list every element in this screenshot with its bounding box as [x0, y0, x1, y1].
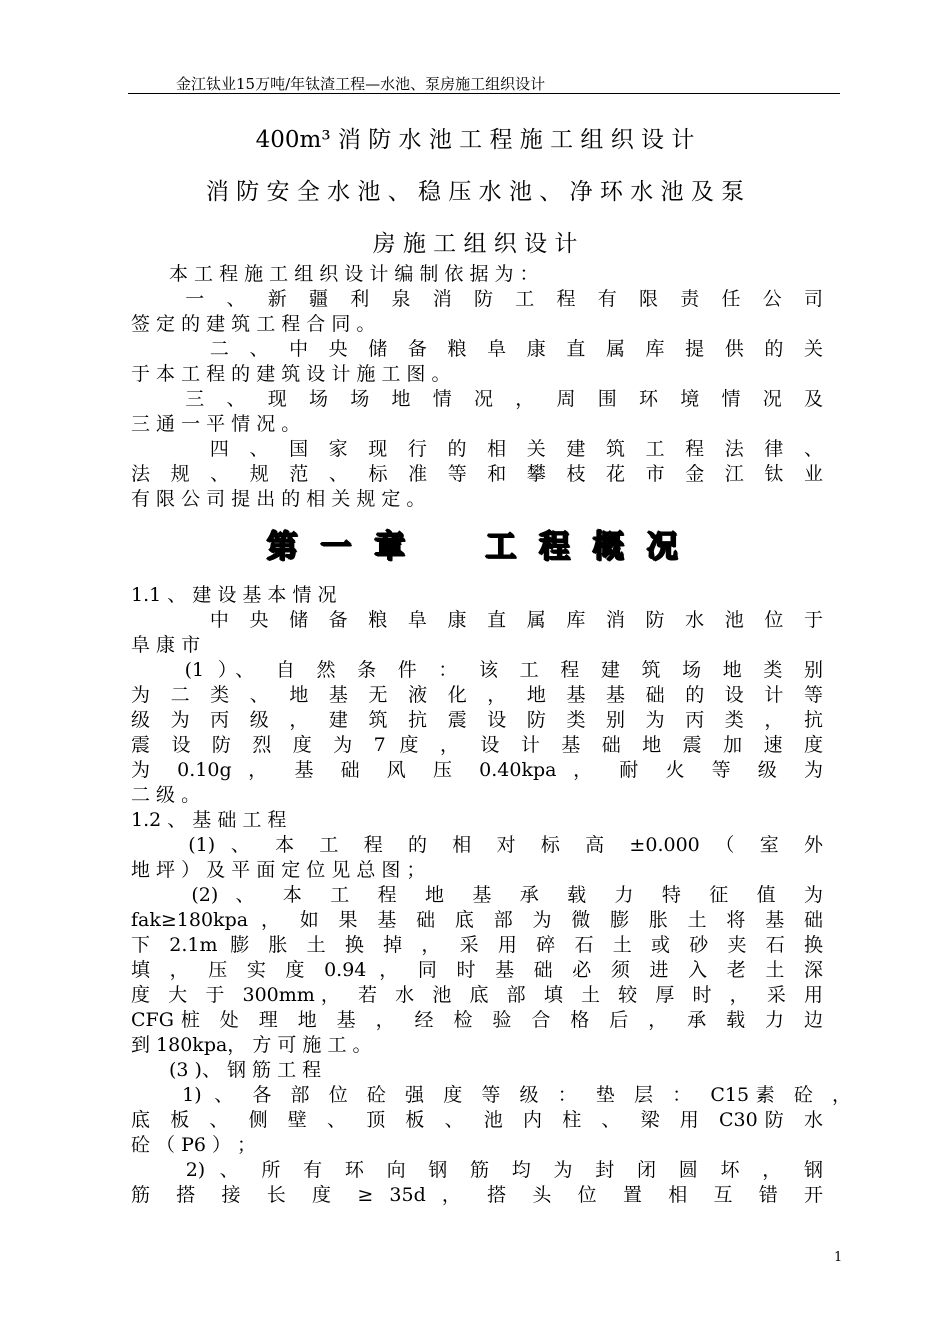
- text-line: 签 定 的 建 筑 工 程 合 同 。: [131, 313, 376, 335]
- text-line: 级 为 丙 级 ， 建 筑 抗 震 设 防 类 别 为 丙 类 ， 抗: [131, 709, 823, 731]
- text-line: 法 规 、 规 范 、 标 准 等 和 攀 枝 花 市 金 江 钛 业: [131, 463, 823, 485]
- text-line: 下 2.1m 膨 胀 土 换 掉 ， 采 用 碎 石 土 或 砂 夹 石 换: [131, 934, 823, 956]
- text-line: 1) 、 各 部 位 砼 强 度 等 级 ： 垫 层 ： C15素 砼 ，: [131, 1084, 851, 1106]
- doc-title-line-2: 消 防 安 全 水 池 、 稳 压 水 池 、 净 环 水 池 及 泵: [205, 179, 745, 205]
- text-line: 二 、 中 央 储 备 粮 阜 康 直 属 库 提 供 的 关: [131, 338, 823, 360]
- text-line: 三 通 一 平 情 况 。: [131, 413, 301, 435]
- text-line: 到 180kpa， 方 可 施 工 。: [131, 1034, 372, 1056]
- text-line: 震 设 防 烈 度 为 7 度 ， 设 计 基 础 地 震 加 速 度: [131, 734, 823, 756]
- text-line: 度 大 于 300mm， 若 水 池 底 部 填 土 较 厚 时 ， 采 用: [131, 984, 823, 1006]
- chapter-heading: 第 一 章 工 程 概 况: [266, 529, 684, 565]
- header-divider: [128, 93, 840, 94]
- text-line: 二 级 。: [131, 784, 201, 806]
- text-line: (3 )、 钢 筋 工 程: [131, 1059, 322, 1081]
- text-line: 2) 、 所 有 环 向 钢 筋 均 为 封 闭 圆 坏 ， 钢: [131, 1159, 823, 1181]
- text-line: 填 ， 压 实 度 0.94 ， 同 时 基 础 必 须 进 入 老 土 深: [131, 959, 823, 981]
- section-heading: 1.1 、 建 设 基 本 情 况: [131, 584, 337, 606]
- text-line: 阜 康 市: [131, 634, 201, 656]
- text-line: 砼 （ P6 ） ；: [131, 1134, 257, 1156]
- text-line: 一 、 新 疆 利 泉 消 防 工 程 有 限 责 任 公 司: [131, 288, 823, 310]
- text-line: fak≥180kpa ， 如 果 基 础 底 部 为 微 膨 胀 土 将 基 础: [131, 909, 823, 931]
- page-number: 1: [834, 1250, 843, 1265]
- text-line: 筋 搭 接 长 度 ≥ 35d ， 搭 头 位 置 相 互 错 开: [131, 1184, 823, 1206]
- text-line: (2) 、 本 工 程 地 基 承 载 力 特 征 值 为: [131, 884, 823, 906]
- text-line: 三 、 现 场 场 地 情 况 ， 周 围 环 境 情 况 及: [131, 388, 823, 410]
- doc-title-line-3: 房 施 工 组 织 设 计: [372, 231, 578, 257]
- text-line: 为 二 类 、 地 基 无 液 化 ， 地 基 基 础 的 设 计 等: [131, 684, 823, 706]
- text-line: (1) 、 本 工 程 的 相 对 标 高 ±0.000 （ 室 外: [131, 834, 823, 856]
- text-line: 底 板 、 侧 壁 、 顶 板 、 池 内 柱 、 梁 用 C30防 水: [131, 1109, 823, 1131]
- text-line: 为 0.10g ， 基 础 风 压 0.40kpa ， 耐 火 等 级 为: [131, 759, 823, 781]
- text-line: 中 央 储 备 粮 阜 康 直 属 库 消 防 水 池 位 于: [131, 609, 823, 631]
- doc-title-line-1: 400m³ 消 防 水 池 工 程 施 工 组 织 设 计: [255, 127, 695, 153]
- text-line: (1 ）、 自 然 条 件 ： 该 工 程 建 筑 场 地 类 别: [131, 659, 823, 681]
- text-line: CFG桩 处 理 地 基 ， 经 检 验 合 格 后 ， 承 载 力 边: [131, 1009, 823, 1031]
- text-line: 四 、 国 家 现 行 的 相 关 建 筑 工 程 法 律 、: [131, 438, 823, 460]
- text-line: 本 工 程 施 工 组 织 设 计 编 制 依 据 为 ：: [131, 263, 539, 285]
- text-line: 地 坪 ） 及 平 面 定 位 见 总 图 ；: [131, 859, 426, 881]
- text-line: 于 本 工 程 的 建 筑 设 计 施 工 图 。: [131, 363, 451, 385]
- section-heading: 1.2 、 基 础 工 程: [131, 809, 287, 831]
- text-line: 有 限 公 司 提 出 的 相 关 规 定 。: [131, 488, 426, 510]
- header-text: 金江钛业15万吨/年钛渣工程—水池、泵房施工组织设计: [176, 75, 546, 93]
